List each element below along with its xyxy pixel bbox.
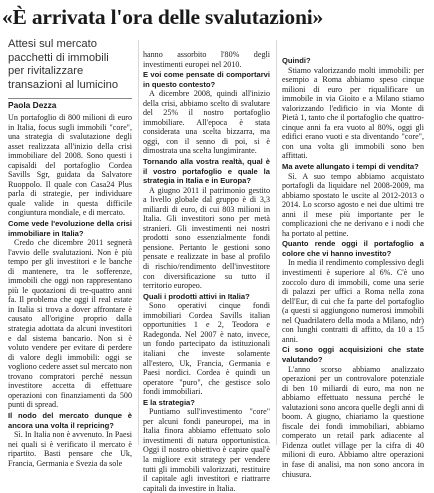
- byline: Paola Dezza: [8, 100, 57, 110]
- answer: L'anno scorso abbiamo analizzato operazioni per un controvalore potenziale di ben 10 miliardi di euro, ma non ne abbiamo effettuato nessuna perché le valutazioni sono ancora quelle degli anni di boom. A giugno, chiariamo la questione fiscale dei fondi immobiliari, abbiamo comperato un retail park adiacente al Fidenza outlet village per la cifra di 40 milioni di euro. Abbiamo altre operazioni in fase di analisi, ma non sono ancora in chiusura.: [282, 364, 424, 479]
- answer: Sì. In Italia non è avvenuto. In Paesi nei quali si è verificato il mercato è ripartito. Basti pensare che Uk, Francia, Germania e Svezia da sole: [8, 430, 132, 468]
- column-divider: [276, 40, 277, 445]
- question: Ma avete allungato i tempi di vendita?: [282, 162, 419, 172]
- column-divider: [138, 40, 139, 445]
- deck-line: per rivitalizzare: [8, 65, 84, 78]
- article-column-1: [8, 113, 132, 468]
- answer: Credo che dicembre 2011 segnerà l'avvio delle svalutazioni. Non è più tempo per gli investitori e le banche di mantenere, tra le sofferenze, immobili che oggi non rappresentano più le quotazioni di tre-quattro anni fa. Il problema che oggi il real estate in Italia si trova a dover affrontare è causato all'origine proprio dalla strategia adottata da alcuni investitori e dal sistema bancario. Non si è voluto vendere per evitare di perdere di valore degli immobili: oggi se vogliono cedere asset sul mercato non trovano compratori perché nessun investitore accetta di effettuare operazioni con finanziamenti da 500 punti di spread.: [8, 238, 132, 410]
- deck-line: Attesi sul mercato: [8, 38, 97, 50]
- paragraph: Un portafoglio di 800 milioni di euro in Italia, focus sugli immobili "core", una strategia di svalutazione degli asset realizzata all'inizio della crisi immobiliare del 2008. Sono questi i capisaldi del portafoglio Cordea Savills Sgr, guidata da Salvatore Ruoppolo. Il quale con Casa24 Plus parla di strategie, per individuare quale valide in questa difficile congiuntura mondiale, e di mercato.: [8, 113, 132, 218]
- question: Come vede l'evoluzione della crisi immobiliare in Italia?: [8, 219, 132, 238]
- question: E voi come pensate di comportarvi in questo contesto?: [143, 70, 270, 89]
- question: Quindi?: [282, 56, 311, 65]
- answer: Stiamo valorizzando molti immobili: per esempio a Roma abbiamo speso cinque milioni di euro per riqualificare un immobile in via Gioito e a Milano stiamo valorizzando l'edificio in via Monte di Pietà 1, tanto che il portafoglio che quattro-cinque anni fa era vuoto al 80%, oggi gli edifici erano vuoti e sta diventando "core", con una volta gli immobili sono ben affittati.: [282, 65, 424, 161]
- deck: [8, 38, 134, 92]
- question: Il nodo del mercato dunque è ancora una volta il repricing?: [8, 410, 132, 430]
- question: Quali i prodotti attivi in Italia?: [143, 291, 250, 301]
- paragraph: hanno assorbito l'80% degli investimenti europei nel 2010.: [143, 50, 270, 69]
- question: Quanto rende oggi il portafoglio a colore che vi hanno investito?: [282, 239, 424, 258]
- question: E la strategia?: [143, 397, 195, 407]
- article-column-3: [282, 0, 424, 479]
- answer: In media il rendimento complessivo degli investimenti è superiore al 6%. C'è uno zoccolo duro di immobili, come una serie di palazzi per uffici a Roma nella zona dell'Eur, di cui che fa parte del portafoglio (a questi si aggiungono numerosi immobili nel Quadrilatero della moda a Milano, ndr) con lunghi contratti di affitto, da 10 a 15 anni.: [282, 258, 424, 344]
- headline: «È arrivata l'ora delle svalutazioni»: [2, 5, 324, 29]
- question: Ci sono oggi acquisizioni che state valutando?: [282, 345, 424, 364]
- question: Tornando alla vostra realtà, qual è il vostro portafoglio e quale la strategia in Italia e in Europa?: [143, 157, 270, 186]
- answer: A dicembre 2008, quindi all'inizio della crisi, abbiamo scelto di svalutare del 25% il nostro portafoglio immobiliare. All'epoca è stata considerata una scelta bizzarra, ma oggi, con il senno di poi, si è dimostrata una scelta lungimirante.: [143, 89, 270, 156]
- deck-line: pacchetti di immobili: [8, 51, 109, 64]
- answer: Sì. A suo tempo abbiamo acquistato portafogli da liquidare nel 2008-2009, ma abbiamo spostato le uscite al 2012-2013 o 2014. Lo scorso agosto e nei due ultimi tre anni il mese più importante per le complicazioni che ne derivano e i nodi che ha portato al pettine.: [282, 171, 424, 238]
- answer: A giugno 2011 il patrimonio gestito a livello globale dal gruppo è di 3,3 miliardi di euro, di cui 803 milioni in Italia. Gli investitori sono per metà stranieri. Gli investimenti nei nostri prodotti sono essenzialmente fondi pensione. Pertanto le gestioni sono pensate e realizzate in base al profilo di rischio/rendimento dell'investitore con diversificazione su tutto il territorio europeo.: [143, 185, 270, 291]
- answer: Puntiamo sull'investimento "core" per alcuni fondi paneuropei, ma in Italia finora abbiamo effettuato solo investimenti di natura opportunistica. Oggi il nostro obiettivo è capire qual'è la migliore exit strategy per vendere tutti gli immobili valorizzati, restituire il capitale agli investitori e riattrarre capitali da investire in Italia.: [143, 407, 270, 493]
- answer: Sono operativi cinque fondi immobiliari Cordea Savills italian opportunities 1 e 2, Teodora e Radegonda. Nel 2007 è nato, invece, un fondo partecipato da istituzionali italiani che investe solamente all'estero, Uk, Francia, Germania e Paesi nordici. Cordea è quindi un operatore "puro", che gestisce solo fondi immobiliari.: [143, 301, 270, 397]
- article-column-2: [143, 0, 270, 493]
- deck-line: transazioni al lumicino: [8, 78, 119, 91]
